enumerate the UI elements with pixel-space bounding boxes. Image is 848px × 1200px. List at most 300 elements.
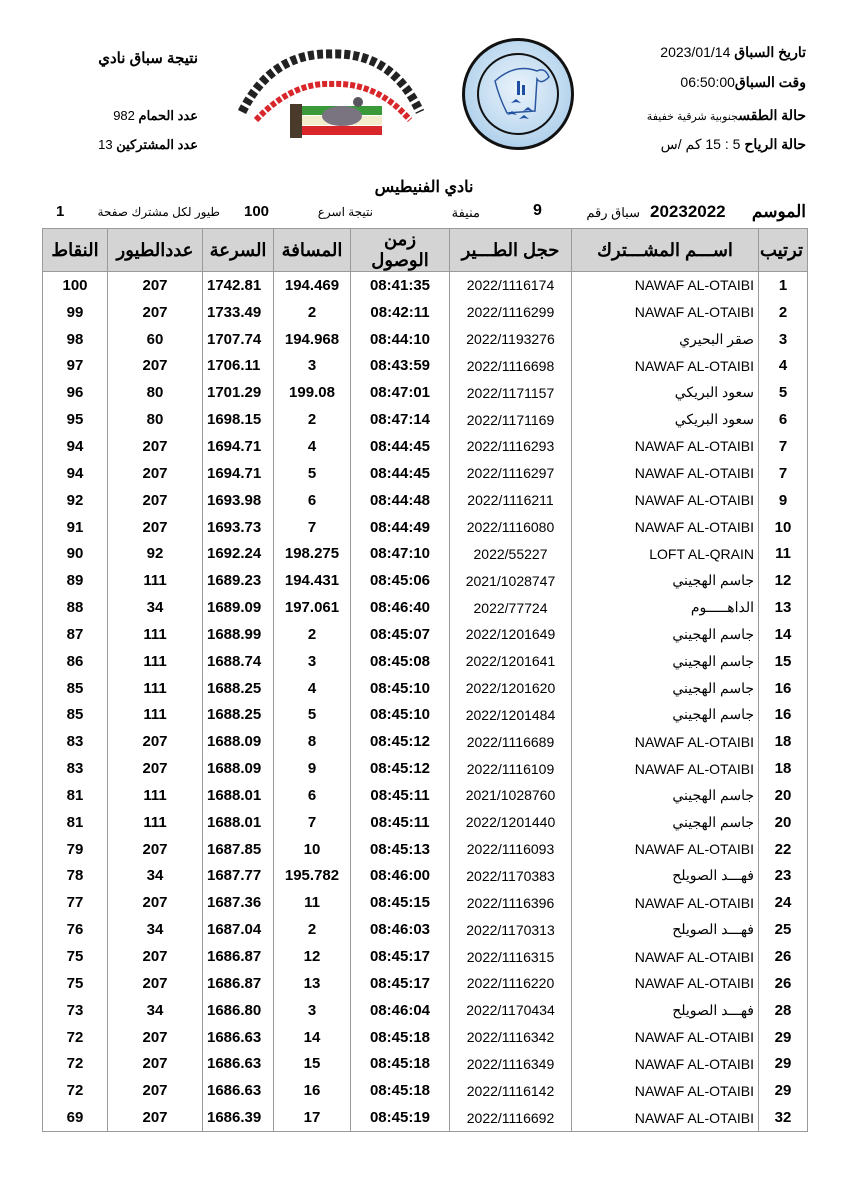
cell-points: 97 <box>43 353 108 380</box>
race-date-label: تاريخ السباق <box>734 44 806 60</box>
cell-participant: NAWAF AL-OTAIBI <box>572 433 759 460</box>
cell-bird-count: 111 <box>108 702 203 729</box>
cell-bird-count: 34 <box>108 916 203 943</box>
cell-points: 96 <box>43 379 108 406</box>
cell-ring: 2022/1116689 <box>450 728 572 755</box>
cell-speed: 1689.23 <box>203 567 274 594</box>
table-row <box>43 567 808 594</box>
cell-speed: 1694.71 <box>203 433 274 460</box>
cell-rank: 5 <box>759 379 808 406</box>
table-row <box>43 863 808 890</box>
race-time-label: وقت السباق <box>734 74 806 90</box>
race-number-value: 9 <box>533 202 542 219</box>
season-value: 20232022 <box>650 202 726 221</box>
cell-bird-count: 207 <box>108 433 203 460</box>
club-name: نادي الفنيطيس <box>374 179 474 196</box>
cell-bird-count: 111 <box>108 782 203 809</box>
cell-ring: 2021/1028747 <box>450 567 572 594</box>
cell-bird-count: 207 <box>108 889 203 916</box>
cell-arrival-time: 08:45:17 <box>351 970 450 997</box>
cell-speed: 1686.63 <box>203 1024 274 1051</box>
cell-arrival-time: 08:45:07 <box>351 621 450 648</box>
cell-distance: 6 <box>274 487 351 514</box>
cell-participant: فهـــد الصويلح <box>572 997 759 1024</box>
cell-points: 81 <box>43 782 108 809</box>
race-time-value: 06:50:00 <box>680 74 735 90</box>
cell-arrival-time: 08:44:49 <box>351 514 450 541</box>
cell-ring: 2021/1028760 <box>450 782 572 809</box>
cell-points: 79 <box>43 836 108 863</box>
cell-participant: NAWAF AL-OTAIBI <box>572 728 759 755</box>
cell-points: 90 <box>43 540 108 567</box>
wind <box>661 136 806 153</box>
cell-distance: 9 <box>274 755 351 782</box>
cell-arrival-time: 08:45:12 <box>351 755 450 782</box>
cell-ring: 2022/1116109 <box>450 755 572 782</box>
column-header-rank: ترتيب <box>759 229 808 272</box>
cell-participant: NAWAF AL-OTAIBI <box>572 889 759 916</box>
cell-participant: NAWAF AL-OTAIBI <box>572 353 759 380</box>
cell-ring: 2022/1170434 <box>450 997 572 1024</box>
cell-participant: NAWAF AL-OTAIBI <box>572 514 759 541</box>
cell-participant: NAWAF AL-OTAIBI <box>572 1104 759 1131</box>
cell-ring: 2022/1116396 <box>450 889 572 916</box>
cell-distance: 2 <box>274 916 351 943</box>
cell-rank: 14 <box>759 621 808 648</box>
cell-ring: 2022/1170383 <box>450 863 572 890</box>
cell-points: 87 <box>43 621 108 648</box>
cell-points: 72 <box>43 1024 108 1051</box>
table-row <box>43 755 808 782</box>
cell-arrival-time: 08:46:00 <box>351 863 450 890</box>
cell-rank: 9 <box>759 487 808 514</box>
participants-count <box>98 137 198 153</box>
cell-ring: 2022/1201649 <box>450 621 572 648</box>
cell-speed: 1686.87 <box>203 943 274 970</box>
table-row <box>43 621 808 648</box>
cell-rank: 4 <box>759 353 808 380</box>
cell-speed: 1687.77 <box>203 863 274 890</box>
cell-distance: 3 <box>274 997 351 1024</box>
cell-ring: 2022/1116698 <box>450 353 572 380</box>
cell-bird-count: 207 <box>108 1024 203 1051</box>
cell-bird-count: 111 <box>108 621 203 648</box>
cell-bird-count: 207 <box>108 299 203 326</box>
cell-arrival-time: 08:45:13 <box>351 836 450 863</box>
column-header-bird-count: عددالطيور <box>108 229 203 272</box>
cell-bird-count: 207 <box>108 487 203 514</box>
cell-rank: 16 <box>759 702 808 729</box>
cell-bird-count: 207 <box>108 943 203 970</box>
cell-rank: 7 <box>759 460 808 487</box>
season-label: الموسم <box>751 202 806 221</box>
cell-points: 72 <box>43 1050 108 1077</box>
cell-participant: جاسم الهجيني <box>572 702 759 729</box>
cell-points: 85 <box>43 702 108 729</box>
cell-distance: 14 <box>274 1024 351 1051</box>
cell-bird-count: 111 <box>108 648 203 675</box>
cell-ring: 2022/1116211 <box>450 487 572 514</box>
cell-participant: NAWAF AL-OTAIBI <box>572 460 759 487</box>
cell-participant: NAWAF AL-OTAIBI <box>572 272 759 299</box>
table-row <box>43 353 808 380</box>
table-row <box>43 272 808 299</box>
cell-distance: 198.275 <box>274 540 351 567</box>
report-title: نتيجة سباق نادي <box>98 50 198 67</box>
participants-label: عدد المشتركين <box>116 137 198 152</box>
cell-arrival-time: 08:42:11 <box>351 299 450 326</box>
cell-participant: الداهـــــوم <box>572 594 759 621</box>
pigeon-count-label: عدد الحمام <box>138 108 198 123</box>
cell-ring: 2022/1116093 <box>450 836 572 863</box>
cell-participant: جاسم الهجيني <box>572 567 759 594</box>
cell-arrival-time: 08:46:03 <box>351 916 450 943</box>
cell-rank: 13 <box>759 594 808 621</box>
cell-bird-count: 111 <box>108 567 203 594</box>
pigeon-count-value: 982 <box>113 108 135 123</box>
cell-arrival-time: 08:44:10 <box>351 326 450 353</box>
table-row <box>43 970 808 997</box>
cell-participant: NAWAF AL-OTAIBI <box>572 1024 759 1051</box>
race-time <box>680 74 806 91</box>
table-row <box>43 889 808 916</box>
cell-speed: 1686.63 <box>203 1050 274 1077</box>
cell-participant: جاسم الهجيني <box>572 648 759 675</box>
cell-points: 77 <box>43 889 108 916</box>
table-row <box>43 836 808 863</box>
table-row <box>43 943 808 970</box>
table-row <box>43 379 808 406</box>
table-row <box>43 782 808 809</box>
cell-speed: 1701.29 <box>203 379 274 406</box>
cell-distance: 7 <box>274 809 351 836</box>
cell-arrival-time: 08:44:45 <box>351 433 450 460</box>
cell-rank: 2 <box>759 299 808 326</box>
cell-ring: 2022/1116297 <box>450 460 572 487</box>
cell-rank: 29 <box>759 1024 808 1051</box>
race-date <box>660 44 806 61</box>
cell-ring: 2022/1171169 <box>450 406 572 433</box>
cell-participant: NAWAF AL-OTAIBI <box>572 1050 759 1077</box>
cell-points: 69 <box>43 1104 108 1131</box>
cell-participant: NAWAF AL-OTAIBI <box>572 836 759 863</box>
cell-rank: 20 <box>759 809 808 836</box>
table-row <box>43 809 808 836</box>
cell-distance: 3 <box>274 353 351 380</box>
cell-bird-count: 207 <box>108 272 203 299</box>
cell-ring: 2022/1116220 <box>450 970 572 997</box>
cell-ring: 2022/1170313 <box>450 916 572 943</box>
cell-points: 72 <box>43 1077 108 1104</box>
cell-ring: 2022/77724 <box>450 594 572 621</box>
cell-ring: 2022/1201641 <box>450 648 572 675</box>
cell-ring: 2022/1201620 <box>450 675 572 702</box>
table-row <box>43 540 808 567</box>
page-number: 1 <box>56 203 65 220</box>
table-header-row <box>43 229 808 272</box>
cell-rank: 22 <box>759 836 808 863</box>
cell-points: 83 <box>43 728 108 755</box>
cell-distance: 10 <box>274 836 351 863</box>
cell-points: 83 <box>43 755 108 782</box>
cell-bird-count: 34 <box>108 594 203 621</box>
cell-distance: 6 <box>274 782 351 809</box>
cell-speed: 1698.15 <box>203 406 274 433</box>
cell-speed: 1686.80 <box>203 997 274 1024</box>
table-row <box>43 487 808 514</box>
cell-arrival-time: 08:47:10 <box>351 540 450 567</box>
table-row <box>43 728 808 755</box>
cell-speed: 1686.39 <box>203 1104 274 1131</box>
cell-speed: 1706.11 <box>203 353 274 380</box>
cell-rank: 11 <box>759 540 808 567</box>
cell-distance: 11 <box>274 889 351 916</box>
cell-arrival-time: 08:45:08 <box>351 648 450 675</box>
pigeon-count <box>113 108 198 124</box>
race-number-label: سباق رقم <box>586 205 640 220</box>
cell-participant: NAWAF AL-OTAIBI <box>572 943 759 970</box>
cell-distance: 2 <box>274 621 351 648</box>
cell-bird-count: 111 <box>108 675 203 702</box>
weather-value: جنوبية شرقية خفيفة <box>646 111 739 123</box>
cell-arrival-time: 08:46:40 <box>351 594 450 621</box>
column-header-distance: المسافة <box>274 229 351 272</box>
results-table <box>42 228 808 1132</box>
cell-rank: 29 <box>759 1050 808 1077</box>
cell-distance: 2 <box>274 299 351 326</box>
cell-distance: 194.968 <box>274 326 351 353</box>
cell-rank: 10 <box>759 514 808 541</box>
cell-arrival-time: 08:45:18 <box>351 1050 450 1077</box>
cell-distance: 194.431 <box>274 567 351 594</box>
cell-points: 76 <box>43 916 108 943</box>
wind-label: حالة الرياح <box>744 136 806 152</box>
cell-points: 100 <box>43 272 108 299</box>
cell-points: 81 <box>43 809 108 836</box>
cell-speed: 1687.85 <box>203 836 274 863</box>
cell-arrival-time: 08:45:10 <box>351 702 450 729</box>
cell-rank: 24 <box>759 889 808 916</box>
cell-bird-count: 207 <box>108 1104 203 1131</box>
cell-points: 75 <box>43 970 108 997</box>
cell-rank: 18 <box>759 728 808 755</box>
column-header-ring: حجل الطـــير <box>450 229 572 272</box>
cell-rank: 1 <box>759 272 808 299</box>
cell-bird-count: 60 <box>108 326 203 353</box>
cell-points: 89 <box>43 567 108 594</box>
cell-distance: 5 <box>274 702 351 729</box>
cell-points: 86 <box>43 648 108 675</box>
participants-value: 13 <box>98 137 113 152</box>
cell-ring: 2022/1116692 <box>450 1104 572 1131</box>
cell-speed: 1733.49 <box>203 299 274 326</box>
table-row <box>43 406 808 433</box>
cell-participant: جاسم الهجيني <box>572 809 759 836</box>
table-row <box>43 1050 808 1077</box>
cell-speed: 1707.74 <box>203 326 274 353</box>
cell-distance: 195.782 <box>274 863 351 890</box>
federation-logo <box>462 38 574 150</box>
cell-rank: 26 <box>759 970 808 997</box>
cell-bird-count: 207 <box>108 1077 203 1104</box>
pigeon-emblem-icon <box>465 41 571 147</box>
cell-points: 73 <box>43 997 108 1024</box>
cell-points: 94 <box>43 460 108 487</box>
table-row <box>43 916 808 943</box>
cell-arrival-time: 08:45:15 <box>351 889 450 916</box>
cell-rank: 7 <box>759 433 808 460</box>
cell-points: 94 <box>43 433 108 460</box>
cell-participant: NAWAF AL-OTAIBI <box>572 755 759 782</box>
cell-participant: سعود البريكي <box>572 379 759 406</box>
cell-ring: 2022/1116315 <box>450 943 572 970</box>
cell-speed: 1686.63 <box>203 1077 274 1104</box>
column-header-participant: اســـم المشـــترك <box>572 229 759 272</box>
cell-ring: 2022/1171157 <box>450 379 572 406</box>
cell-arrival-time: 08:47:01 <box>351 379 450 406</box>
cell-bird-count: 34 <box>108 997 203 1024</box>
fastest-value: 100 <box>244 203 270 220</box>
cell-bird-count: 111 <box>108 809 203 836</box>
cell-distance: 5 <box>274 460 351 487</box>
cell-points: 95 <box>43 406 108 433</box>
club-logo <box>232 42 428 142</box>
cell-rank: 26 <box>759 943 808 970</box>
race-date-value: 2023/01/14 <box>660 44 731 60</box>
wind-value: 5 : 15 كم /س <box>660 136 741 152</box>
cell-rank: 25 <box>759 916 808 943</box>
location: منيفة <box>451 205 480 220</box>
table-row <box>43 514 808 541</box>
cell-rank: 18 <box>759 755 808 782</box>
cell-points: 78 <box>43 863 108 890</box>
cell-bird-count: 207 <box>108 460 203 487</box>
cell-speed: 1687.36 <box>203 889 274 916</box>
cell-participant: NAWAF AL-OTAIBI <box>572 970 759 997</box>
cell-rank: 32 <box>759 1104 808 1131</box>
cell-arrival-time: 08:45:18 <box>351 1024 450 1051</box>
cell-distance: 7 <box>274 514 351 541</box>
weather-label: حالة الطقس <box>738 107 806 123</box>
cell-ring: 2022/1116080 <box>450 514 572 541</box>
cell-bird-count: 80 <box>108 379 203 406</box>
cell-participant: LOFT AL-QRAIN <box>572 540 759 567</box>
cell-distance: 197.061 <box>274 594 351 621</box>
cell-speed: 1692.24 <box>203 540 274 567</box>
cell-rank: 12 <box>759 567 808 594</box>
cell-speed: 1693.73 <box>203 514 274 541</box>
cell-bird-count: 207 <box>108 728 203 755</box>
cell-points: 98 <box>43 326 108 353</box>
cell-arrival-time: 08:46:04 <box>351 997 450 1024</box>
cell-speed: 1688.25 <box>203 675 274 702</box>
fastest-label: نتيجة اسرع <box>317 205 373 219</box>
page-label: صفحة <box>97 205 128 219</box>
cell-arrival-time: 08:47:14 <box>351 406 450 433</box>
cell-rank: 20 <box>759 782 808 809</box>
table-row <box>43 702 808 729</box>
per-member-label: طيور لكل مشترك <box>131 205 220 219</box>
cell-ring: 2022/55227 <box>450 540 572 567</box>
cell-arrival-time: 08:44:48 <box>351 487 450 514</box>
cell-distance: 12 <box>274 943 351 970</box>
cell-distance: 194.469 <box>274 272 351 299</box>
cell-participant: NAWAF AL-OTAIBI <box>572 299 759 326</box>
cell-participant: فهـــد الصويلح <box>572 916 759 943</box>
cell-speed: 1688.74 <box>203 648 274 675</box>
cell-distance: 17 <box>274 1104 351 1131</box>
table-row <box>43 594 808 621</box>
table-row <box>43 648 808 675</box>
cell-rank: 15 <box>759 648 808 675</box>
cell-distance: 4 <box>274 433 351 460</box>
cell-arrival-time: 08:45:17 <box>351 943 450 970</box>
cell-rank: 16 <box>759 675 808 702</box>
cell-points: 88 <box>43 594 108 621</box>
cell-bird-count: 207 <box>108 836 203 863</box>
cell-speed: 1688.09 <box>203 728 274 755</box>
cell-ring: 2022/1116293 <box>450 433 572 460</box>
cell-arrival-time: 08:44:45 <box>351 460 450 487</box>
table-row <box>43 675 808 702</box>
cell-speed: 1689.09 <box>203 594 274 621</box>
cell-speed: 1688.99 <box>203 621 274 648</box>
cell-bird-count: 207 <box>108 755 203 782</box>
cell-distance: 13 <box>274 970 351 997</box>
cell-distance: 199.08 <box>274 379 351 406</box>
cell-distance: 8 <box>274 728 351 755</box>
table-row <box>43 1077 808 1104</box>
cell-rank: 23 <box>759 863 808 890</box>
cell-speed: 1694.71 <box>203 460 274 487</box>
table-row <box>43 326 808 353</box>
cell-distance: 15 <box>274 1050 351 1077</box>
cell-speed: 1688.25 <box>203 702 274 729</box>
cell-ring: 2022/1116142 <box>450 1077 572 1104</box>
cell-participant: NAWAF AL-OTAIBI <box>572 1077 759 1104</box>
cell-points: 85 <box>43 675 108 702</box>
table-row <box>43 433 808 460</box>
table-row <box>43 460 808 487</box>
cell-speed: 1688.01 <box>203 782 274 809</box>
table-row <box>43 1024 808 1051</box>
column-header-speed: السرعة <box>203 229 274 272</box>
cell-bird-count: 80 <box>108 406 203 433</box>
cell-points: 99 <box>43 299 108 326</box>
column-header-points: النقاط <box>43 229 108 272</box>
table-row <box>43 299 808 326</box>
cell-participant: NAWAF AL-OTAIBI <box>572 487 759 514</box>
cell-participant: صقر البحيري <box>572 326 759 353</box>
cell-ring: 2022/1116342 <box>450 1024 572 1051</box>
cell-rank: 3 <box>759 326 808 353</box>
cell-rank: 29 <box>759 1077 808 1104</box>
cell-arrival-time: 08:43:59 <box>351 353 450 380</box>
cell-ring: 2022/1116174 <box>450 272 572 299</box>
cell-ring: 2022/1116299 <box>450 299 572 326</box>
cell-points: 92 <box>43 487 108 514</box>
cell-arrival-time: 08:45:11 <box>351 782 450 809</box>
cell-speed: 1693.98 <box>203 487 274 514</box>
cell-rank: 28 <box>759 997 808 1024</box>
cell-arrival-time: 08:41:35 <box>351 272 450 299</box>
cell-arrival-time: 08:45:06 <box>351 567 450 594</box>
cell-arrival-time: 08:45:12 <box>351 728 450 755</box>
cell-arrival-time: 08:45:19 <box>351 1104 450 1131</box>
cell-points: 91 <box>43 514 108 541</box>
cell-bird-count: 207 <box>108 514 203 541</box>
column-header-arrival-time: زمن الوصول <box>351 229 450 272</box>
